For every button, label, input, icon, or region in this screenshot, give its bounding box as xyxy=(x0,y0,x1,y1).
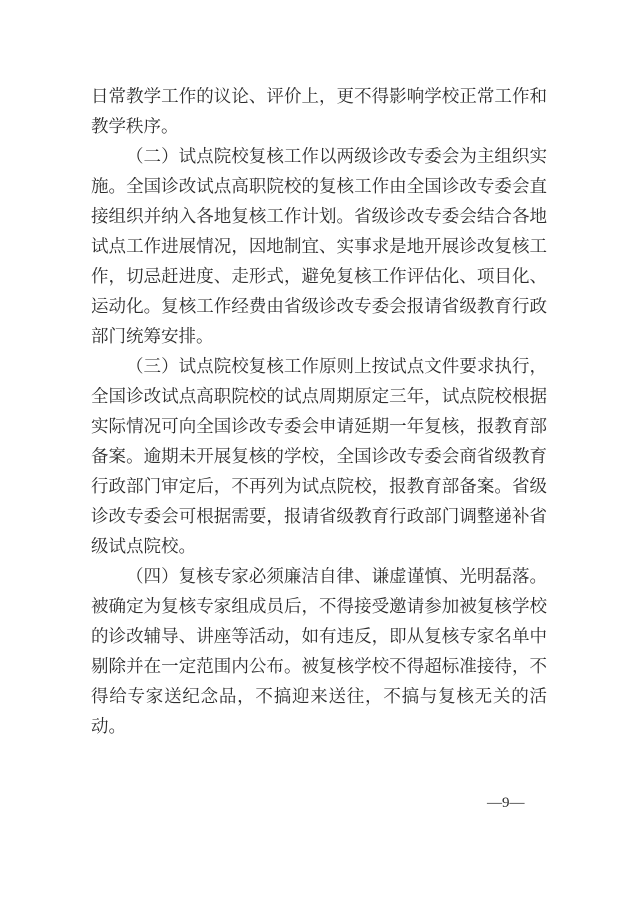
paragraph-item-2: （二）试点院校复核工作以两级诊改专委会为主组织实施。全国诊改试点高职院校的复核工作由全国诊改专委会直接组织并纳入各地复核工作计划。省级诊改专委会结合各地试点工作进展情况，因地制宜、实事求是地开展诊改复核工作，切忌赶进度、走形式，避免复核工作评估化、项目化、运动化。复核工作经费由省级诊改专委会报请省级教育行政部门统筹安排。 xyxy=(91,146,547,346)
paragraph-item-4: （四）复核专家必须廉洁自律、谦虚谨慎、光明磊落。被确定为复核专家组成员后，不得接受邀请参加被复核学校的诊改辅导、讲座等活动，如有违反，即从复核专家名单中剔除并在一定范围内公布。被复核学校不得超标准接待，不得给专家送纪念品，不搞迎来送往，不搞与复核无关的活动。 xyxy=(91,566,547,736)
page-number: —9— xyxy=(487,795,525,811)
paragraph-continuation: 日常教学工作的议论、评价上，更不得影响学校正常工作和教学秩序。 xyxy=(91,86,547,136)
document-body xyxy=(91,81,547,741)
paragraph-item-3: （三）试点院校复核工作原则上按试点文件要求执行，全国诊改试点高职院校的试点周期原定三年，试点院校根据实际情况可向全国诊改专委会申请延期一年复核，报教育部备案。逾期未开展复核的学校，全国诊改专委会商省级教育行政部门审定后，不再列为试点院校，报教育部备案。省级诊改专委会可根据需要，报请省级教育行政部门调整递补省级试点院校。 xyxy=(91,356,547,556)
